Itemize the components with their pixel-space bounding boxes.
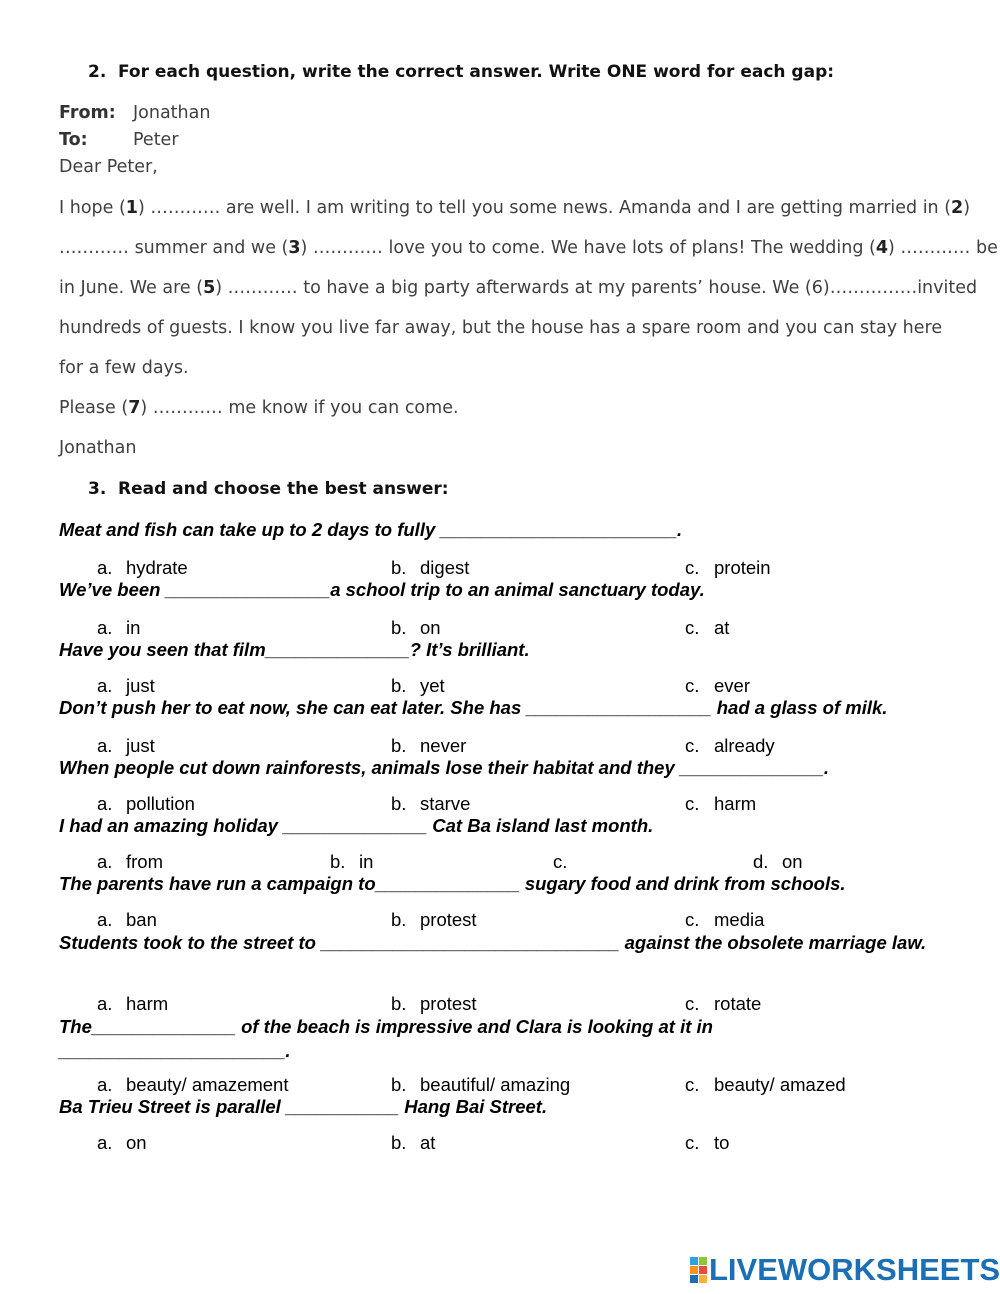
option-9b[interactable]: b. beautiful/ amazing	[391, 1074, 571, 1095]
logo-grid-icon	[690, 1257, 706, 1283]
option-7b[interactable]: b. protest	[391, 909, 477, 930]
option-9c[interactable]: c. beauty/ amazed	[685, 1074, 846, 1095]
section-2-instruction: For each question, write the correct answer. Write ONE word for each gap:	[118, 62, 835, 82]
section-3-instruction: Read and choose the best answer:	[118, 479, 449, 499]
option-10b[interactable]: b. at	[391, 1132, 436, 1153]
please-line: Please (7) ………… me know if you can come.	[59, 398, 459, 418]
letter-line-5: for a few days.	[59, 358, 189, 378]
liveworksheets-logo	[690, 1252, 1000, 1288]
option-8c[interactable]: c. rotate	[685, 993, 762, 1014]
option-3b[interactable]: b. yet	[391, 675, 445, 696]
question-6: I had an amazing holiday ______________ Cat Ba island last month.	[59, 815, 654, 836]
logo-text: LIVEWORKSHEETS	[709, 1252, 1000, 1287]
question-7: The parents have run a campaign to______________ sugary food and drink from schools.	[59, 873, 846, 894]
signature: Jonathan	[59, 438, 137, 458]
option-6d[interactable]: d. on	[753, 851, 803, 872]
to-line: To: Peter	[59, 130, 179, 150]
question-8: Students took to the street to _____________________________ against the obsolete marriage law.	[59, 932, 927, 953]
option-4a[interactable]: a. just	[97, 735, 155, 756]
option-4c[interactable]: c. already	[685, 735, 775, 756]
letter-line-4: hundreds of guests. I know you live far away, but the house has a spare room and you can stay here	[59, 318, 943, 338]
option-9a[interactable]: a. beauty/ amazement	[97, 1074, 289, 1095]
option-1b[interactable]: b. digest	[391, 557, 470, 578]
letter-line-1: I hope (1) ………… are well. I am writing to tell you some news. Amanda and I are getting married in (2)	[59, 198, 971, 218]
section-3-number: 3.	[88, 479, 107, 499]
option-6b[interactable]: b. in	[330, 851, 374, 872]
section-2-number: 2.	[88, 62, 107, 82]
option-5a[interactable]: a. pollution	[97, 793, 195, 814]
option-1c[interactable]: c. protein	[685, 557, 771, 578]
option-10a[interactable]: a. on	[97, 1132, 147, 1153]
section-3-heading	[88, 479, 449, 499]
option-2c[interactable]: c. at	[685, 617, 730, 638]
option-10c[interactable]: c. to	[685, 1132, 730, 1153]
option-6c[interactable]: c.	[553, 851, 568, 872]
option-7c[interactable]: c. media	[685, 909, 765, 930]
option-8a[interactable]: a. harm	[97, 993, 169, 1014]
from-line: From: Jonathan	[59, 103, 211, 123]
option-3a[interactable]: a. just	[97, 675, 155, 696]
question-5: When people cut down rainforests, animals lose their habitat and they ______________.	[59, 757, 830, 778]
option-8b[interactable]: b. protest	[391, 993, 477, 1014]
question-3: Have you seen that film______________? It’s brilliant.	[59, 639, 530, 660]
question-9: The______________ of the beach is impressive and Clara is looking at it in ______________________.	[59, 1016, 713, 1061]
option-3c[interactable]: c. ever	[685, 675, 750, 696]
option-2a[interactable]: a. in	[97, 617, 141, 638]
option-6a[interactable]: a. from	[97, 851, 163, 872]
question-10: Ba Trieu Street is parallel ___________ Hang Bai Street.	[59, 1096, 548, 1117]
question-4: Don’t push her to eat now, she can eat later. She has __________________ had a glass of milk.	[59, 697, 888, 718]
question-1: Meat and fish can take up to 2 days to fully _______________________.	[59, 519, 683, 540]
option-2b[interactable]: b. on	[391, 617, 441, 638]
letter-line-2: ………… summer and we (3) ………… love you to come. We have lots of plans! The wedding (4) ………… be	[59, 238, 998, 258]
option-4b[interactable]: b. never	[391, 735, 467, 756]
option-5b[interactable]: b. starve	[391, 793, 471, 814]
section-2-heading	[88, 62, 834, 82]
letter-line-3: in June. We are (5) ………… to have a big party afterwards at my parents’ house. We (6)……………invited	[59, 278, 978, 298]
option-1a[interactable]: a. hydrate	[97, 557, 188, 578]
option-5c[interactable]: c. harm	[685, 793, 757, 814]
question-2: We’ve been ________________a school trip to an animal sanctuary today.	[59, 579, 705, 600]
greeting: Dear Peter,	[59, 157, 158, 177]
option-7a[interactable]: a. ban	[97, 909, 157, 930]
